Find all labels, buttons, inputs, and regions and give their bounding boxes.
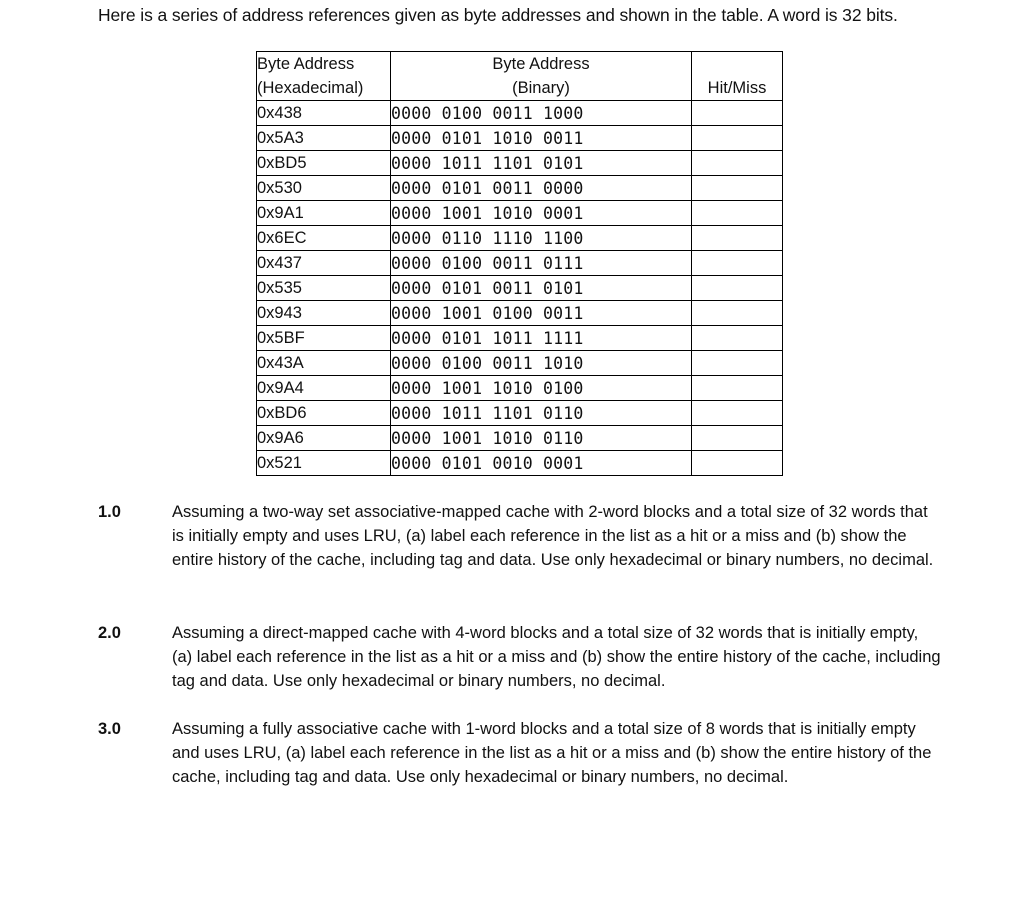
header-binary-address (391, 52, 692, 101)
table-row (257, 226, 783, 251)
hit-miss-cell[interactable] (692, 276, 783, 301)
binary-address-cell: 0000 0110 1110 1100 (391, 226, 692, 251)
table-row (257, 376, 783, 401)
header-hex-line1: Byte Address (257, 55, 355, 73)
hit-miss-cell[interactable] (692, 226, 783, 251)
binary-address-cell: 0000 1001 1010 0110 (391, 426, 692, 451)
question-number: 3.0 (98, 720, 121, 738)
hit-miss-cell[interactable] (692, 101, 783, 126)
table-row (257, 176, 783, 201)
hex-address-cell: 0x43A (257, 351, 391, 376)
header-hex-line2: (Hexadecimal) (257, 79, 364, 97)
hit-miss-cell[interactable] (692, 126, 783, 151)
binary-address-cell: 0000 0101 0011 0000 (391, 176, 692, 201)
address-table (256, 51, 783, 476)
header-hex-address (257, 52, 391, 101)
hex-address-cell: 0x9A1 (257, 201, 391, 226)
hex-address-cell: 0x535 (257, 276, 391, 301)
header-hit-miss: Hit/Miss (692, 52, 783, 101)
hex-address-cell: 0x6EC (257, 226, 391, 251)
table-row (257, 201, 783, 226)
binary-address-cell: 0000 1001 1010 0100 (391, 376, 692, 401)
table-row (257, 301, 783, 326)
binary-address-cell: 0000 0101 1011 1111 (391, 326, 692, 351)
table-row (257, 151, 783, 176)
table-row (257, 451, 783, 476)
table-row (257, 326, 783, 351)
hit-miss-cell[interactable] (692, 301, 783, 326)
hex-address-cell: 0x438 (257, 101, 391, 126)
hex-address-cell: 0x9A4 (257, 376, 391, 401)
question-text: Assuming a two-way set associative-mapped cache with 2-word blocks and a total size of 32 words that is initially empty and uses LRU, (a) label each reference in the list as a hit or a miss and (b) show the entire history of the cache, including tag and data. Use only hexadecimal or binary numbers, no decimal. (172, 503, 934, 569)
table-row (257, 401, 783, 426)
hex-address-cell: 0x530 (257, 176, 391, 201)
hex-address-cell: 0x5BF (257, 326, 391, 351)
hex-address-cell: 0x437 (257, 251, 391, 276)
header-bin-line2: (Binary) (512, 79, 570, 97)
hex-address-cell: 0x943 (257, 301, 391, 326)
table-row (257, 101, 783, 126)
question-number: 1.0 (98, 503, 121, 521)
hit-miss-cell[interactable] (692, 376, 783, 401)
binary-address-cell: 0000 1001 1010 0001 (391, 201, 692, 226)
binary-address-cell: 0000 0101 0011 0101 (391, 276, 692, 301)
hit-miss-cell[interactable] (692, 326, 783, 351)
question-number: 2.0 (98, 624, 121, 642)
binary-address-cell: 0000 0101 1010 0011 (391, 126, 692, 151)
table-row (257, 351, 783, 376)
table-header-row (257, 52, 783, 101)
hit-miss-cell[interactable] (692, 351, 783, 376)
binary-address-cell: 0000 0100 0011 0111 (391, 251, 692, 276)
hex-address-cell: 0x5A3 (257, 126, 391, 151)
hit-miss-cell[interactable] (692, 426, 783, 451)
hex-address-cell: 0x9A6 (257, 426, 391, 451)
header-bin-line1: Byte Address (492, 55, 590, 73)
table-row (257, 126, 783, 151)
question-text: Assuming a direct-mapped cache with 4-word blocks and a total size of 32 words that is initially empty, (a) label each reference in the list as a hit or a miss and (b) show the entire history of the cache, including tag and data. Use only hexadecimal or binary numbers, no decimal. (172, 624, 941, 690)
binary-address-cell: 0000 0101 0010 0001 (391, 451, 692, 476)
hit-miss-cell[interactable] (692, 151, 783, 176)
binary-address-cell: 0000 0100 0011 1000 (391, 101, 692, 126)
binary-address-cell: 0000 1011 1101 0110 (391, 401, 692, 426)
binary-address-cell: 0000 1011 1101 0101 (391, 151, 692, 176)
hit-miss-cell[interactable] (692, 201, 783, 226)
hit-miss-cell[interactable] (692, 451, 783, 476)
hex-address-cell: 0x521 (257, 451, 391, 476)
hit-miss-cell[interactable] (692, 401, 783, 426)
hex-address-cell: 0xBD5 (257, 151, 391, 176)
question-text: Assuming a fully associative cache with 1-word blocks and a total size of 8 words that is initially empty and uses LRU, (a) label each reference in the list as a hit or a miss and (b) show the entire history of the cache, including tag and data. Use only hexadecimal or binary numbers, no decimal. (172, 720, 932, 786)
hex-address-cell: 0xBD6 (257, 401, 391, 426)
table-row (257, 426, 783, 451)
binary-address-cell: 0000 1001 0100 0011 (391, 301, 692, 326)
binary-address-cell: 0000 0100 0011 1010 (391, 351, 692, 376)
table-row (257, 276, 783, 301)
hit-miss-cell[interactable] (692, 251, 783, 276)
hit-miss-cell[interactable] (692, 176, 783, 201)
intro-text: Here is a series of address references given as byte addresses and shown in the table. A word is 32 bits. (98, 5, 898, 25)
table-row (257, 251, 783, 276)
